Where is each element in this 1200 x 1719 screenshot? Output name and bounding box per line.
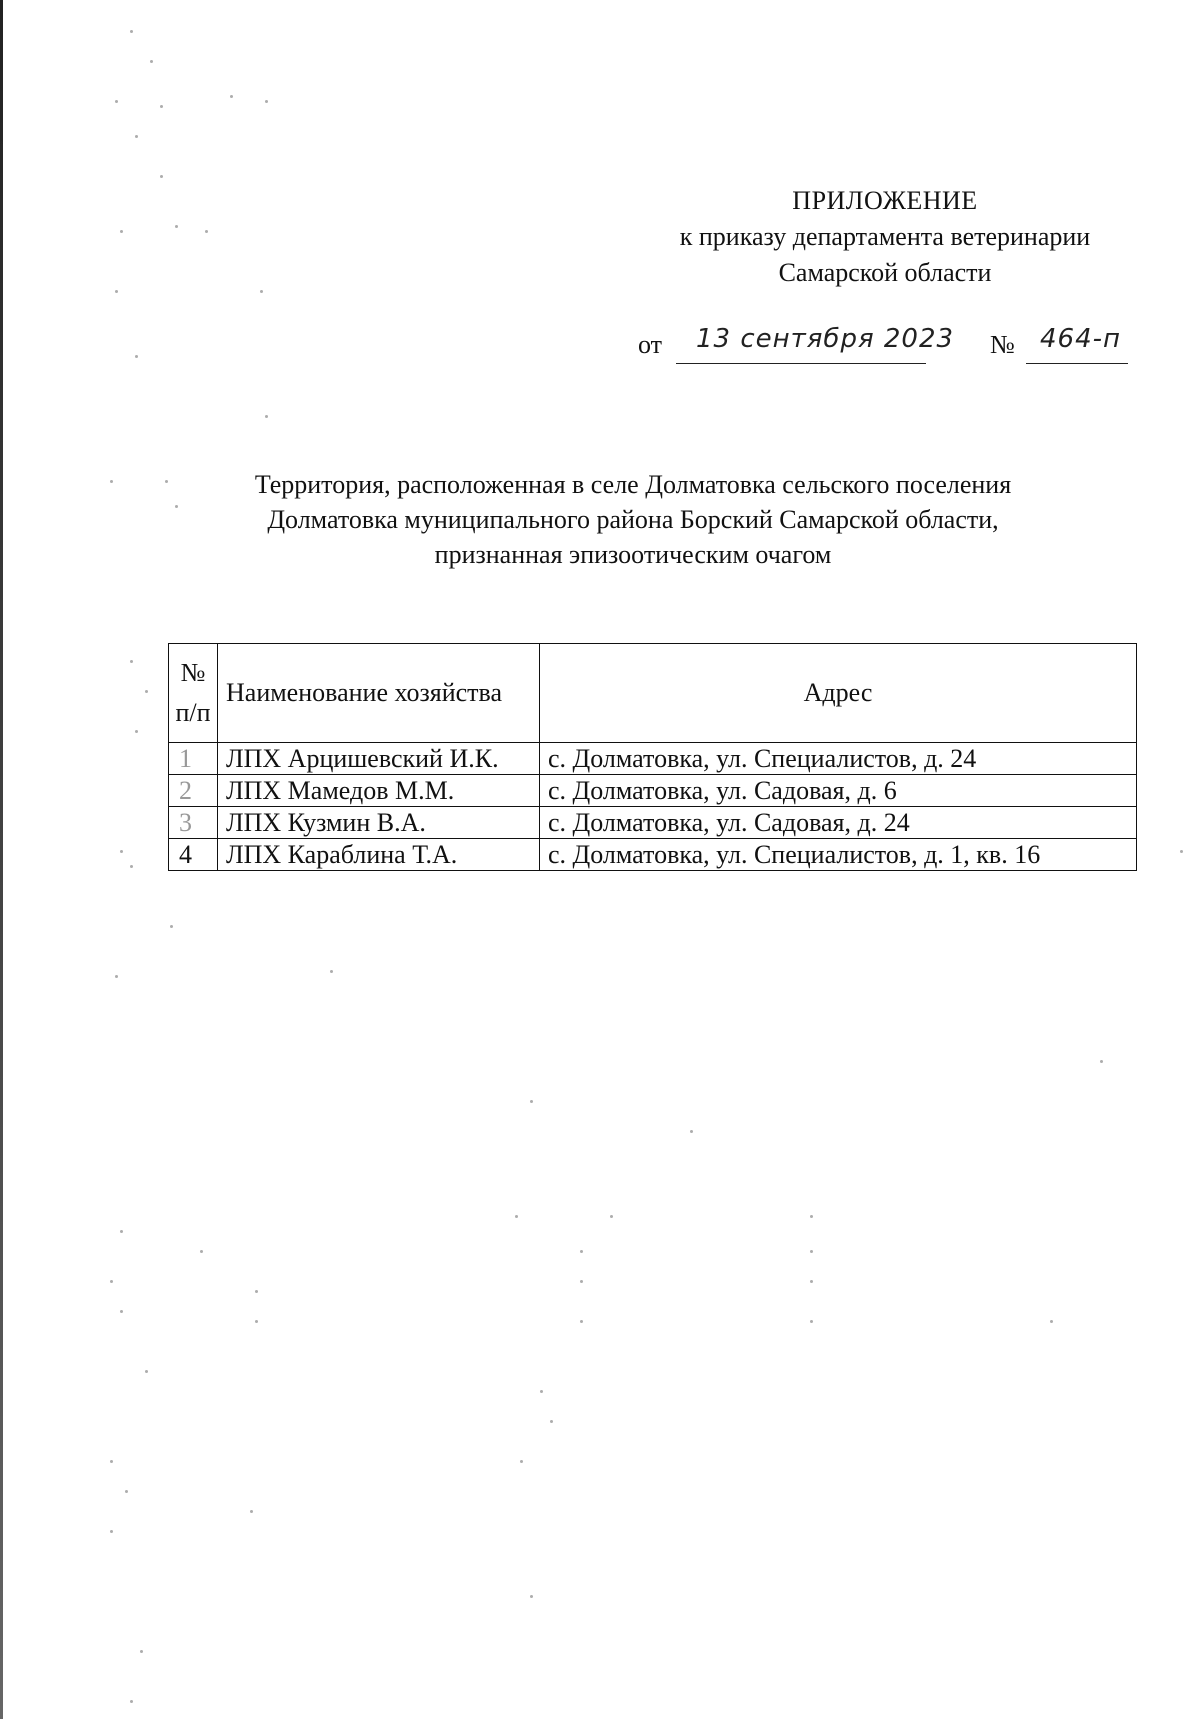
row-number-text: 4 (179, 840, 192, 869)
document-title-line-1: Территория, расположенная в селе Долматовка сельского поселения (254, 470, 1012, 499)
table-header-row (169, 644, 1137, 743)
table-row (169, 775, 1137, 807)
order-number-prefix: № (990, 330, 1015, 359)
row-address: с. Долматовка, ул. Специалистов, д. 24 (540, 743, 1137, 775)
scan-edge-shadow (0, 0, 3, 1719)
header-name: Наименование хозяйства (218, 644, 540, 743)
row-number (169, 775, 218, 807)
table-row (169, 807, 1137, 839)
appendix-title: ПРИЛОЖЕНИЕ (792, 186, 978, 215)
header-number (169, 644, 218, 743)
header-number-pp: п/п (175, 698, 211, 727)
document-title-line-2: Долматовка муниципального района Борский Самарской области, (267, 505, 999, 534)
order-date-handwritten: 13 сентября 2023 (696, 324, 955, 354)
farms-table (168, 643, 1137, 871)
row-number (169, 807, 218, 839)
row-address: с. Долматовка, ул. Садовая, д. 6 (540, 775, 1137, 807)
document-title (200, 467, 1066, 572)
row-number-text: 1 (179, 744, 192, 773)
table-row (169, 743, 1137, 775)
row-number-text: 2 (179, 776, 192, 805)
row-name: ЛПХ Караблина Т.А. (218, 839, 540, 871)
row-number-text: 3 (179, 808, 192, 837)
document-title-line-3: признанная эпизоотическим очагом (434, 540, 832, 569)
row-number (169, 743, 218, 775)
order-number-underline (1026, 363, 1128, 364)
order-reference (638, 324, 1128, 370)
order-number-handwritten: 464-п (1040, 324, 1122, 354)
appendix-line-1: к приказу департамента ветеринарии (679, 222, 1091, 251)
row-name: ЛПХ Арцишевский И.К. (218, 743, 540, 775)
order-date-underline (676, 363, 926, 364)
row-number (169, 839, 218, 871)
row-name: ЛПХ Кузмин В.А. (218, 807, 540, 839)
order-date-prefix: от (638, 330, 663, 359)
table-row (169, 839, 1137, 871)
appendix-line-2: Самарской области (778, 258, 992, 287)
row-name: ЛПХ Мамедов М.М. (218, 775, 540, 807)
row-address: с. Долматовка, ул. Садовая, д. 24 (540, 807, 1137, 839)
header-number-sign: № (180, 658, 206, 687)
appendix-header (640, 183, 1130, 291)
header-address: Адрес (540, 644, 1137, 743)
row-address: с. Долматовка, ул. Специалистов, д. 1, кв. 16 (540, 839, 1137, 871)
